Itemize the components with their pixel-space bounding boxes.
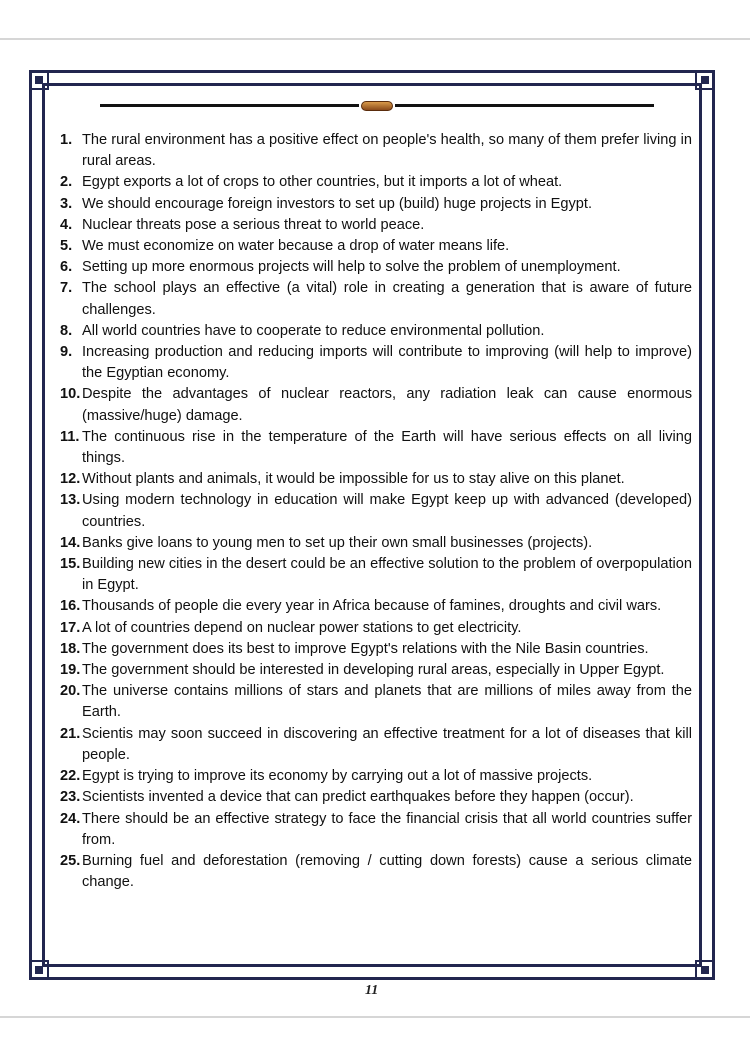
sentence-item — [60, 130, 692, 172]
sentence-number: 3. — [60, 195, 73, 212]
sentence-item — [60, 596, 692, 617]
sentence-item — [60, 236, 692, 257]
sentence-number: 18. — [60, 640, 81, 657]
sentence-number: 12. — [60, 471, 81, 488]
sentence-item — [60, 809, 692, 851]
sentence-item — [60, 533, 692, 554]
sentence-text: Increasing production and reducing imports will contribute to improving (will help to improve) the Egyptian economy. — [82, 344, 692, 382]
sentence-number: 24. — [60, 810, 81, 827]
sentence-list — [60, 130, 692, 893]
page-edge-top — [0, 38, 750, 40]
sentence-text: Without plants and animals, it would be impossible for us to stay alive on this planet. — [82, 471, 625, 488]
sentence-item — [60, 618, 692, 639]
sentence-text: Burning fuel and deforestation (removing / cutting down forests) cause a serious climate change. — [82, 852, 692, 891]
sentence-number: 10. — [60, 386, 81, 403]
sentence-text: We must economize on water because a drop of water means life. — [82, 238, 510, 255]
sentence-text: The continuous rise in the temperature of the Earth will have serious effects on all living things. — [82, 428, 692, 467]
sentence-number: 21. — [60, 725, 81, 742]
sentence-number: 15. — [60, 556, 81, 573]
sentence-item — [60, 172, 692, 193]
sentence-number: 6. — [60, 259, 73, 276]
sentence-number: 7. — [60, 280, 73, 297]
sentence-text: The school plays an effective (a vital) role in creating a generation that is aware of future challenges. — [82, 280, 692, 318]
sentence-item — [60, 321, 692, 342]
page-number: 11 — [365, 983, 379, 998]
sentence-number: 4. — [60, 216, 73, 233]
sentence-number: 9. — [60, 344, 73, 361]
sentence-item — [60, 724, 692, 766]
sentence-item — [60, 639, 692, 660]
sentence-number: 2. — [60, 174, 73, 191]
sentence-text: The government should be interested in developing rural areas, especially in Upper Egypt. — [82, 662, 665, 679]
sentence-item — [60, 215, 692, 236]
sentence-number: 5. — [60, 238, 73, 255]
corner-ornament-icon — [28, 69, 50, 91]
sentence-text: Nuclear threats pose a serious threat to world peace. — [82, 216, 425, 233]
sentence-text: The government does its best to improve Egypt's relations with the Nile Basin countries. — [82, 640, 649, 657]
sentence-item — [60, 851, 692, 893]
sentence-text: Scientists invented a device that can predict earthquakes before they happen (occur). — [82, 789, 634, 806]
sentence-text: Banks give loans to young men to set up their own small businesses (projects). — [82, 534, 593, 551]
sentence-text: A lot of countries depend on nuclear power stations to get electricity. — [82, 619, 522, 636]
sentence-item — [60, 766, 692, 787]
sentence-item — [60, 427, 692, 469]
sentence-text: The rural environment has a positive effect on people's health, so many of them prefer living in rural areas. — [82, 132, 692, 170]
sentence-number: 11. — [60, 428, 80, 445]
sentence-number: 13. — [60, 492, 81, 509]
sentence-text: Building new cities in the desert could be an effective solution to the problem of overpopulation in Egypt. — [82, 556, 692, 594]
sentence-number: 1. — [60, 132, 73, 148]
sentence-number: 20. — [60, 683, 81, 700]
sentence-item — [60, 554, 692, 596]
sentence-text: The universe contains millions of stars and planets that are millions of miles away from the Earth. — [82, 683, 692, 721]
sentence-text: Despite the advantages of nuclear reactors, any radiation leak can cause enormous (massive/huge) damage. — [82, 386, 692, 424]
header-divider — [100, 103, 654, 108]
sentence-number: 25. — [60, 852, 81, 869]
corner-ornament-icon — [28, 959, 50, 981]
sentence-number: 23. — [60, 789, 81, 806]
sentence-number: 17. — [60, 619, 81, 636]
sentence-item — [60, 490, 692, 532]
sentence-item — [60, 278, 692, 320]
sentence-text: Egypt is trying to improve its economy by carrying out a lot of massive projects. — [82, 768, 593, 785]
sentence-number: 14. — [60, 534, 81, 551]
sentence-item — [60, 787, 692, 808]
sentence-item — [60, 194, 692, 215]
sentence-text: There should be an effective strategy to face the financial crisis that all world countries suffer from. — [82, 810, 692, 848]
sentence-item — [60, 660, 692, 681]
sentence-text: Setting up more enormous projects will help to solve the problem of unemployment. — [82, 259, 621, 276]
sentence-text: Scientis may soon succeed in discovering an effective treatment for a lot of diseases that kill people. — [82, 725, 692, 763]
sentence-text: Egypt exports a lot of crops to other countries, but it imports a lot of wheat. — [82, 174, 563, 191]
sentence-item — [60, 469, 692, 490]
sentence-text: Using modern technology in education will make Egypt keep up with advanced (developed) countries. — [82, 492, 692, 530]
sentence-item — [60, 681, 692, 723]
sentence-number: 16. — [60, 598, 81, 615]
page-edge-bottom — [0, 1016, 750, 1018]
sentence-number: 8. — [60, 322, 73, 339]
sentence-text: We should encourage foreign investors to set up (build) huge projects in Egypt. — [82, 195, 592, 212]
sentence-item — [60, 384, 692, 426]
sentence-number: 22. — [60, 768, 81, 785]
sentence-text: Thousands of people die every year in Africa because of famines, droughts and civil wars. — [82, 598, 662, 615]
sentence-number: 19. — [60, 662, 81, 679]
sentence-item — [60, 257, 692, 278]
sentence-text: All world countries have to cooperate to reduce environmental pollution. — [82, 322, 545, 339]
corner-ornament-icon — [694, 959, 716, 981]
corner-ornament-icon — [694, 69, 716, 91]
divider-ornament-icon — [361, 101, 393, 111]
sentence-item — [60, 342, 692, 384]
